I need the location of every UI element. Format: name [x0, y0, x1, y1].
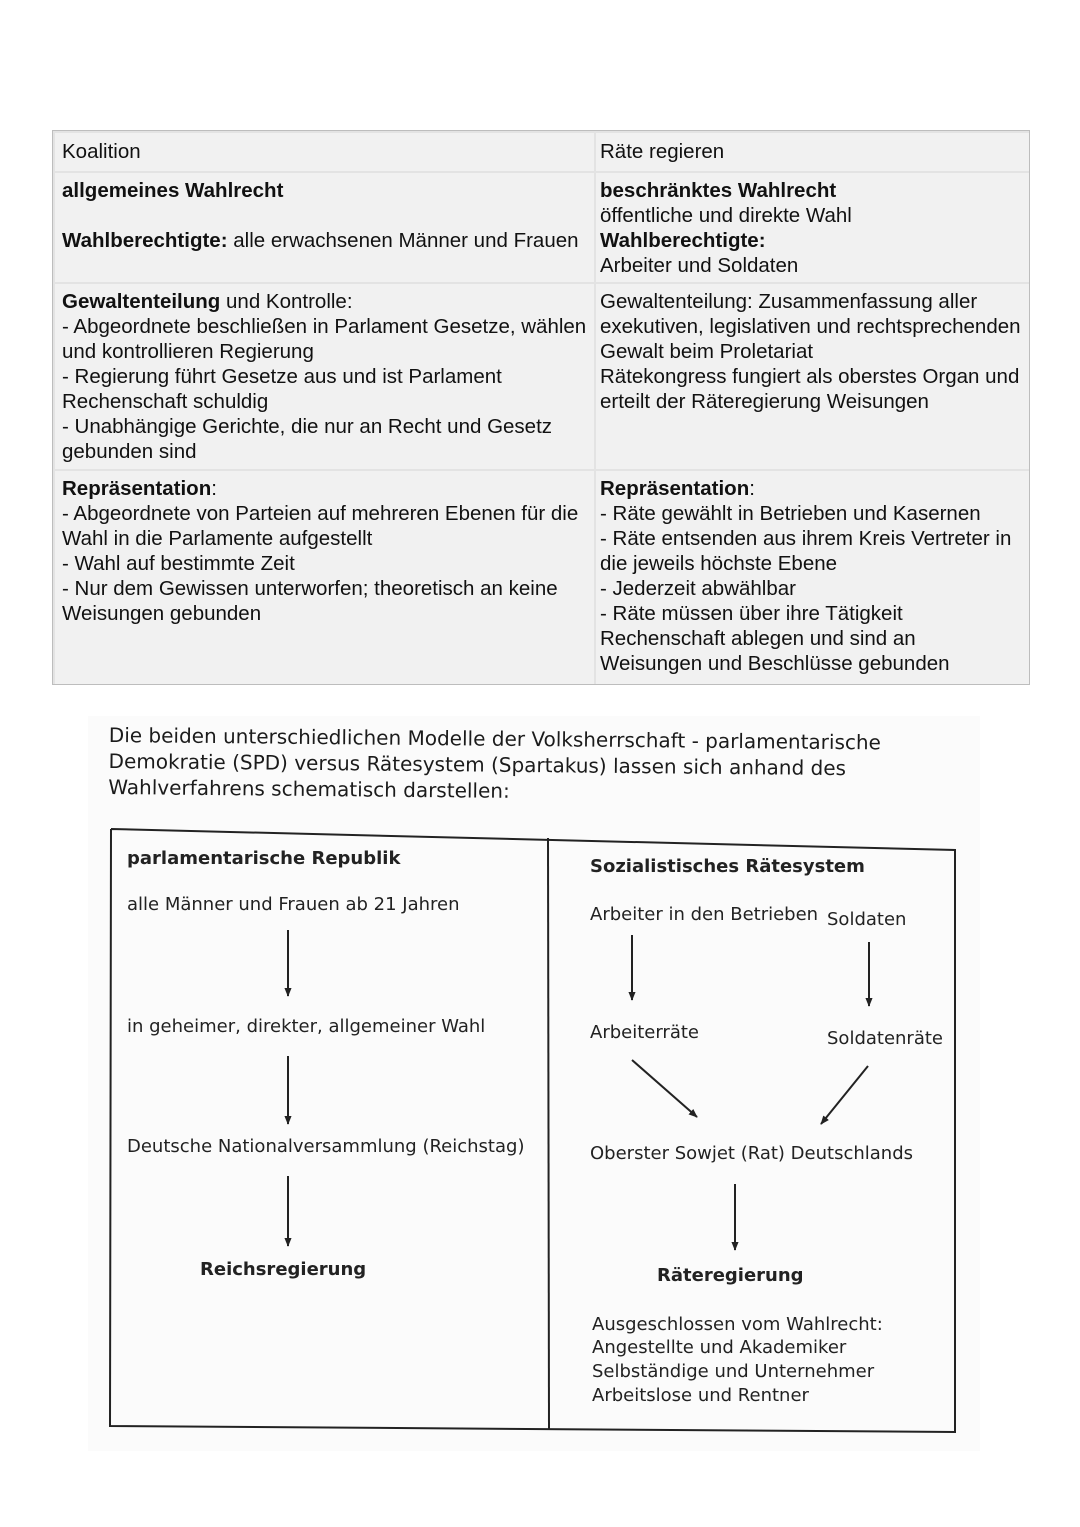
separation-bold: Gewaltenteilung [62, 290, 221, 313]
voters-label: Wahlberechtigte: [62, 229, 228, 252]
voters-text: alle erwachsenen Männer und Frauen [227, 229, 579, 252]
schema-council-government: Räteregierung [657, 1265, 804, 1286]
separation-text: Gewaltenteilung: Zusammenfassung aller exekutiven, legislativen und rechtsprechenden Gewalt beim Proletariat [600, 290, 1021, 363]
list-item: - Jederzeit abwählbar [600, 577, 796, 600]
header-label: Koalition [62, 140, 141, 163]
voting-title: allgemeines Wahlrecht [62, 179, 284, 202]
schema-step: in geheimer, direkter, allgemeiner Wahl [127, 1016, 486, 1037]
cell-right-representation: Repräsentation: - Räte gewählt in Betrieben und Kasernen - Räte entsenden aus ihrem Kreis Vertreter in die jeweils höchste Ebene - Jederzeit abwählbar - Räte müssen über ihre Tätigkeit Rechenschaft ablegen und sind an Weisungen und Beschlüsse gebunden [596, 471, 1029, 684]
voting-title: beschränktes Wahlrecht [600, 179, 837, 202]
representation-label: Repräsentation [62, 477, 212, 500]
representation-label: Repräsentation [600, 477, 750, 500]
schema-left-title: parlamentarische Republik [127, 848, 401, 869]
list-item: - Räte müssen über ihre Tätigkeit Rechenschaft ablegen und sind an Weisungen und Beschlüsse gebunden [600, 602, 950, 675]
list-item: - Unabhängige Gerichte, die nur an Recht und Gesetz gebunden sind [62, 415, 553, 463]
schema-workers-councils: Arbeiterräte [590, 1022, 699, 1043]
schema-excluded-item: Angestellte und Akademiker [592, 1337, 847, 1358]
list-item: - Abgeordnete beschließen in Parlament Gesetze, wählen und kontrollieren Regierung [62, 315, 587, 363]
schema-excluded-item: Arbeitslose und Rentner [592, 1385, 809, 1406]
schema-step-final: Reichsregierung [200, 1259, 367, 1280]
schema-right-title: Sozialistisches Rätesystem [590, 856, 865, 877]
schema-excluded-item: Selbständige und Unternehmer [592, 1361, 875, 1382]
list-item: - Räte gewählt in Betrieben und Kasernen [600, 502, 981, 525]
schema-soldiers-councils: Soldatenräte [827, 1028, 943, 1049]
list-item: - Nur dem Gewissen unterworfen; theoretisch an keine Weisungen gebunden [62, 577, 558, 625]
voters-text: Arbeiter und Soldaten [600, 254, 799, 277]
schema-step: Deutsche Nationalversammlung (Reichstag) [127, 1136, 525, 1157]
list-item: - Regierung führt Gesetze aus und ist Parlament Rechenschaft schuldig [62, 365, 502, 413]
arrow-diagonal-icon [632, 1060, 697, 1117]
schema-soldiers: Soldaten [827, 909, 907, 930]
arrow-diagonal-icon [821, 1066, 868, 1124]
schema-supreme-council: Oberster Sowjet (Rat) Deutschlands [590, 1143, 914, 1164]
separation-text: Rätekongress fungiert als oberstes Organ und erteilt der Räteregierung Weisungen [600, 365, 1020, 413]
voters-label: Wahlberechtigte: [600, 229, 766, 252]
list-item: - Räte entsenden aus ihrem Kreis Vertreter in die jeweils höchste Ebene [600, 527, 1012, 575]
voting-sub: öffentliche und direkte Wahl [600, 204, 852, 227]
intro-text: Die beiden unterschiedlichen Modelle der Volksherrschaft - parlamentarische Demokratie (SPD) versus Rätesystem (Spartakus) lassen sich anhand des Wahlverfahrens schematisch darstellen: [108, 722, 882, 803]
cell-left-representation: Repräsentation: - Abgeordnete von Parteien auf mehreren Ebenen für die Wahl in die Parlamente aufgestellt - Wahl auf bestimmte Zeit - Nur dem Gewissen unterworfen; theoretisch an keine Weisungen gebunden [55, 471, 594, 684]
schema-workers: Arbeiter in den Betrieben [590, 904, 819, 925]
list-item: - Abgeordnete von Parteien auf mehreren Ebenen für die Wahl in die Parlamente aufgestellt [62, 502, 579, 550]
schema-excluded-title: Ausgeschlossen vom Wahlrecht: [592, 1314, 883, 1335]
header-label: Räte regieren [600, 140, 725, 163]
list-item: - Wahl auf bestimmte Zeit [62, 552, 295, 575]
separation-rest: und Kontrolle: [220, 290, 353, 313]
schema-step: alle Männer und Frauen ab 21 Jahren [127, 894, 460, 915]
